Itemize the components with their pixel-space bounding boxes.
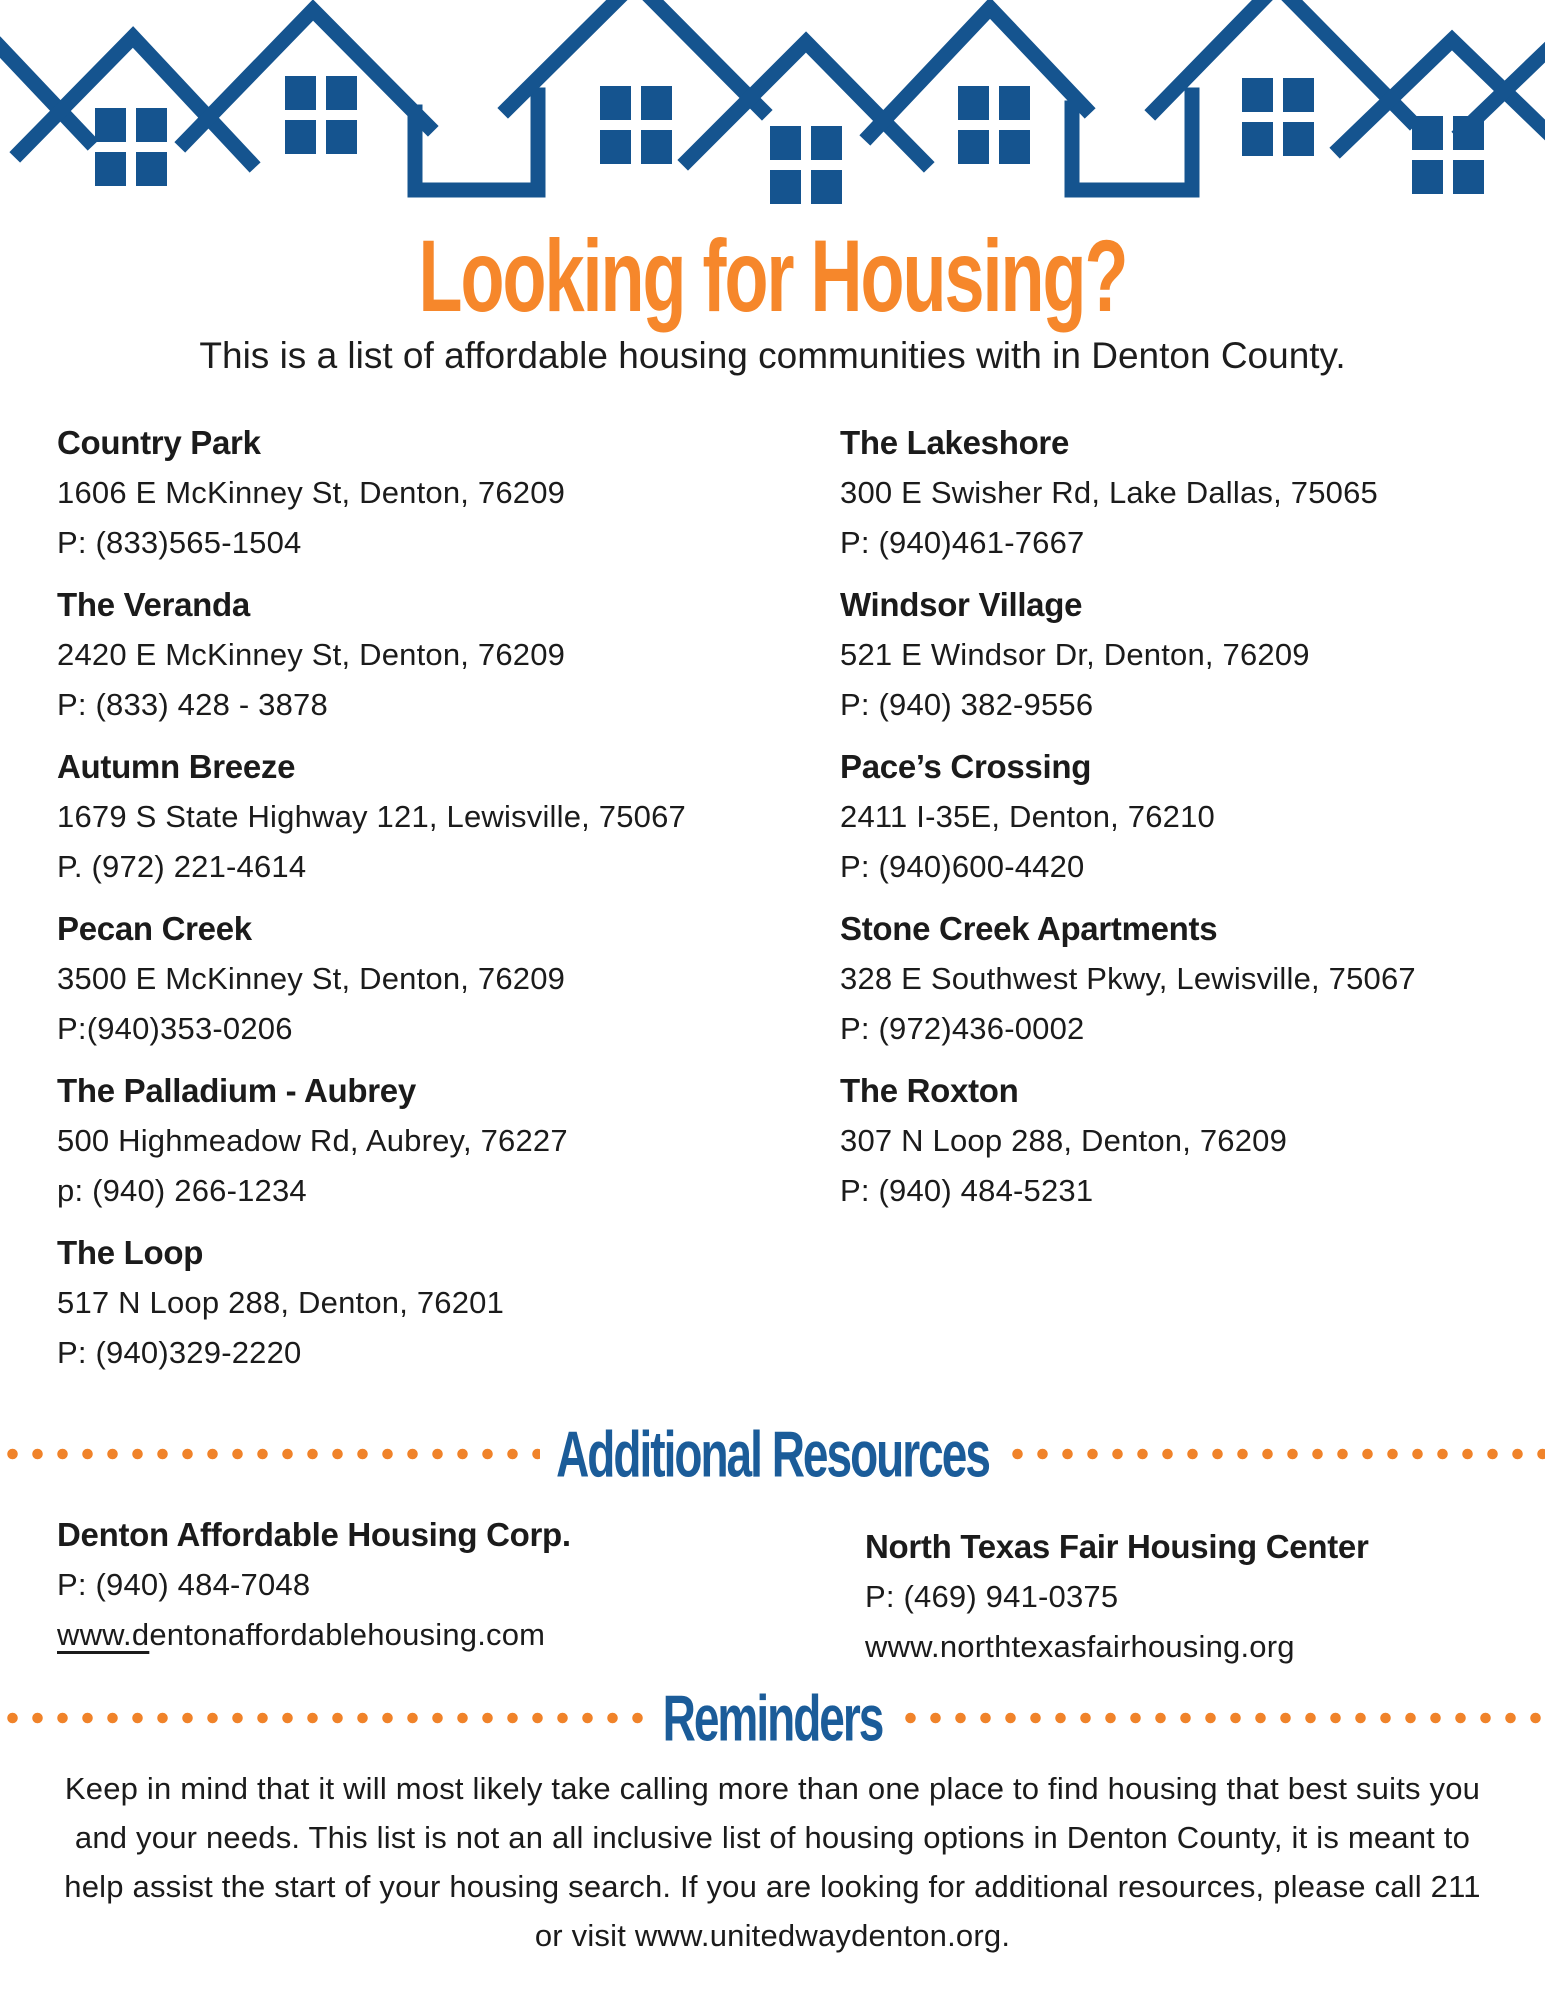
listing-address: 500 Highmeadow Rd, Aubrey, 76227 — [57, 1123, 568, 1158]
listing-entry — [840, 418, 1545, 568]
listing-phone: P: (833) 428 - 3878 — [57, 687, 328, 722]
listing-address: 1606 E McKinney St, Denton, 76209 — [57, 475, 566, 510]
listing-address: 328 E Southwest Pkwy, Lewisville, 75067 — [840, 961, 1416, 996]
window-icon — [95, 108, 167, 186]
listing-entry — [57, 1228, 840, 1378]
window-icon — [770, 126, 842, 204]
resource-url-underlined: www.d — [57, 1617, 150, 1652]
additional-resources-heading: Additional Resources — [556, 1417, 989, 1491]
listing-name: Country Park — [57, 424, 261, 461]
window-icon — [1412, 116, 1484, 194]
listing-name: The Roxton — [840, 1072, 1019, 1109]
listing-phone: P: (972)436-0002 — [840, 1011, 1085, 1046]
listings-right-column — [840, 418, 1545, 1228]
dotted-line-icon — [1005, 1448, 1545, 1460]
resource-phone: P: (469) 941-0375 — [865, 1579, 1119, 1614]
listing-phone: p: (940) 266-1234 — [57, 1173, 307, 1208]
reminders-text: Keep in mind that it will most likely take calling more than one place to find housing that best suits you and your needs. This list is not an all inclusive list of housing options in Denton County, it is meant to help assist the start of your housing search. If you are looking for additional resources, please call 211 or visit www.unitedwaydenton.org. — [64, 1771, 1481, 1953]
reminders-divider — [0, 1681, 1545, 1755]
listing-entry — [57, 904, 840, 1054]
page-title: Looking for Housing? — [418, 220, 1127, 334]
housing-listings — [57, 418, 1545, 1390]
listing-phone: P: (940) 484-5231 — [840, 1173, 1094, 1208]
listing-entry — [57, 580, 840, 730]
listing-entry — [840, 1066, 1545, 1216]
window-icon — [958, 86, 1030, 164]
additional-resources-divider — [0, 1417, 1545, 1491]
listing-name: Autumn Breeze — [57, 748, 296, 785]
listing-name: The Palladium - Aubrey — [57, 1072, 416, 1109]
listing-address: 3500 E McKinney St, Denton, 76209 — [57, 961, 566, 996]
listing-phone: P: (940) 382-9556 — [840, 687, 1094, 722]
listing-name: The Loop — [57, 1234, 204, 1271]
listing-phone: P. (972) 221-4614 — [57, 849, 307, 884]
dotted-line-icon — [898, 1712, 1545, 1724]
listing-entry — [840, 742, 1545, 892]
listing-address: 2420 E McKinney St, Denton, 76209 — [57, 637, 566, 672]
listing-address: 521 E Windsor Dr, Denton, 76209 — [840, 637, 1310, 672]
window-icon — [285, 76, 357, 154]
resource-entry — [865, 1522, 1545, 1672]
listing-name: Windsor Village — [840, 586, 1083, 623]
listing-name: The Lakeshore — [840, 424, 1070, 461]
listing-phone: P: (940)600-4420 — [840, 849, 1085, 884]
listing-entry — [840, 904, 1545, 1054]
listing-address: 2411 I-35E, Denton, 76210 — [840, 799, 1215, 834]
additional-resources — [57, 1510, 1545, 1684]
dotted-line-icon — [0, 1448, 540, 1460]
listing-phone: P: (833)565-1504 — [57, 525, 302, 560]
listings-left-column — [57, 418, 840, 1390]
listing-phone: P: (940)461-7667 — [840, 525, 1085, 560]
resource-name: Denton Affordable Housing Corp. — [57, 1516, 571, 1553]
page-subtitle: This is a list of affordable housing communities with in Denton County. — [199, 335, 1346, 376]
reminders-heading: Reminders — [662, 1681, 883, 1755]
listing-phone: P: (940)329-2220 — [57, 1335, 302, 1370]
resource-name: North Texas Fair Housing Center — [865, 1528, 1369, 1565]
listing-entry — [840, 580, 1545, 730]
listing-entry — [57, 418, 840, 568]
listing-phone: P:(940)353-0206 — [57, 1011, 293, 1046]
listing-entry — [57, 742, 840, 892]
listing-name: The Veranda — [57, 586, 250, 623]
resource-url — [57, 1610, 840, 1660]
listing-name: Pecan Creek — [57, 910, 252, 947]
listing-address: 307 N Loop 288, Denton, 76209 — [840, 1123, 1288, 1158]
dotted-line-icon — [0, 1712, 647, 1724]
window-icon — [1242, 78, 1314, 156]
listing-address: 300 E Swisher Rd, Lake Dallas, 75065 — [840, 475, 1378, 510]
resource-url: www.northtexasfairhousing.org — [865, 1629, 1295, 1664]
header — [0, 220, 1545, 334]
house-row-icon — [0, 0, 1545, 205]
listing-entry — [57, 1066, 840, 1216]
resource-phone: P: (940) 484-7048 — [57, 1567, 311, 1602]
resource-url-rest: entonaffordablehousing.com — [149, 1617, 546, 1652]
window-icon — [600, 86, 672, 164]
listing-name: Stone Creek Apartments — [840, 910, 1218, 947]
listing-address: 517 N Loop 288, Denton, 76201 — [57, 1285, 505, 1320]
listing-name: Pace’s Crossing — [840, 748, 1092, 785]
resource-entry — [57, 1510, 840, 1660]
listing-address: 1679 S State Highway 121, Lewisville, 75067 — [57, 799, 686, 834]
